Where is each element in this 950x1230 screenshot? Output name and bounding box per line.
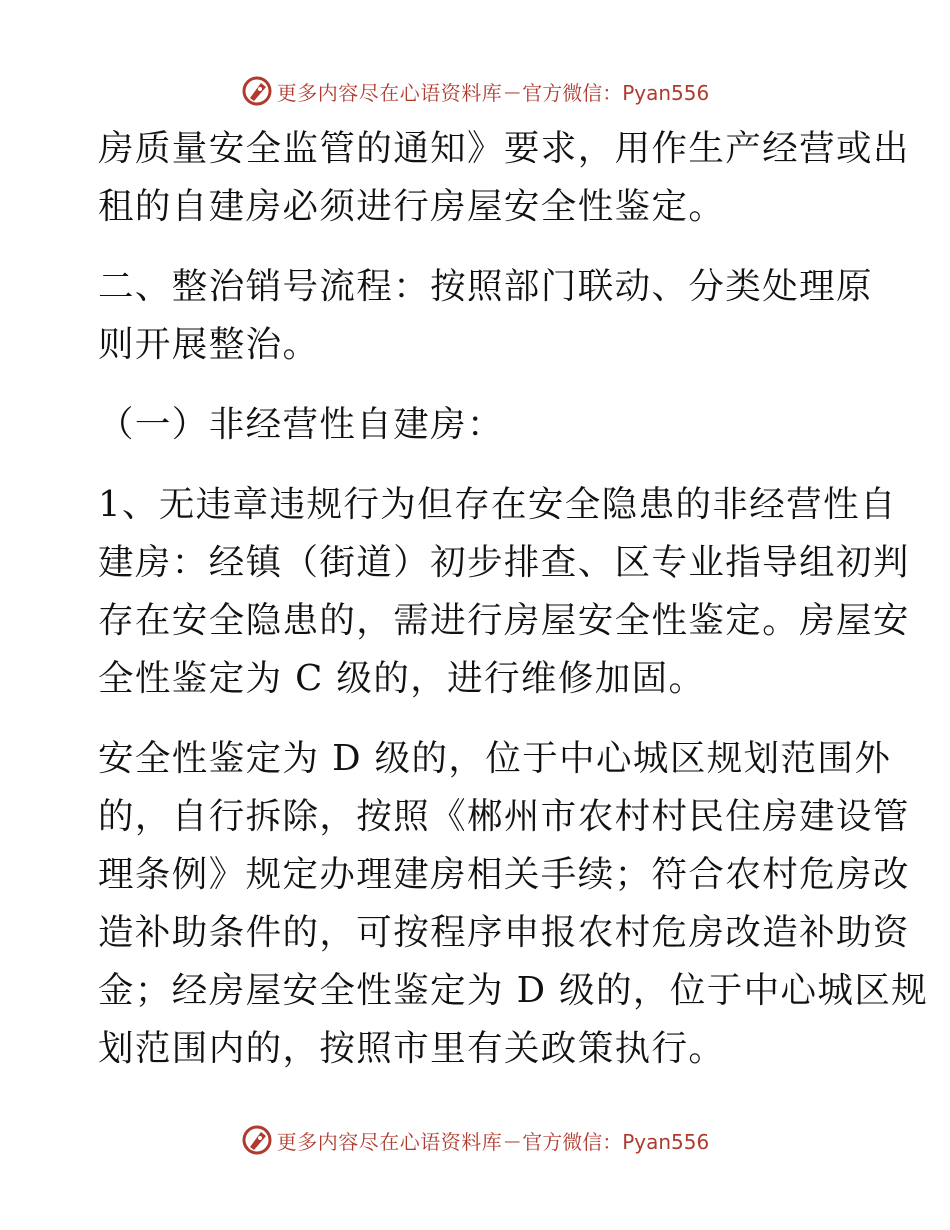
subsection-heading xyxy=(98,396,850,454)
document-body xyxy=(98,120,929,1078)
text-line: 二、整治销号流程：按照部门联动、分类处理原 xyxy=(98,266,873,307)
text-line: 理条例》规定办理建房相关手续；符合农村危房改 xyxy=(98,854,910,895)
text-line: 造补助条件的，可按程序申报农村危房改造补助资 xyxy=(98,912,910,953)
paragraph xyxy=(98,476,910,708)
pen-nib-logo-icon xyxy=(241,1124,273,1156)
watermark-separator: — xyxy=(504,1130,521,1150)
text-line: 划范围内的，按照市里有关政策执行。 xyxy=(98,1028,726,1069)
text-line: 金；经房屋安全性鉴定为 D 级的，位于中心城区规 xyxy=(98,970,929,1011)
watermark-contact: 官方微信：Pyan556 xyxy=(522,1129,710,1154)
header-watermark xyxy=(0,71,950,111)
text-line: （一）非经营性自建房： xyxy=(98,404,504,445)
text-line: 1、无违章违规行为但存在安全隐患的非经营性自 xyxy=(98,484,897,525)
watermark-separator: — xyxy=(504,81,521,101)
text-line: 租的自建房必须进行房屋安全性鉴定。 xyxy=(98,186,726,227)
watermark-text: 更多内容尽在心语资料库 xyxy=(276,1129,503,1154)
pen-nib-logo-icon xyxy=(241,75,273,107)
text-line: 全性鉴定为 C 级的，进行维修加固。 xyxy=(98,658,706,699)
watermark-text: 更多内容尽在心语资料库 xyxy=(276,80,503,105)
footer-watermark xyxy=(0,1120,950,1160)
section-heading xyxy=(98,258,873,374)
paragraph xyxy=(98,120,910,236)
text-line: 房质量安全监管的通知》要求，用作生产经营或出 xyxy=(98,128,910,169)
text-line: 的，自行拆除，按照《郴州市农村村民住房建设管 xyxy=(98,796,910,837)
watermark-contact: 官方微信：Pyan556 xyxy=(522,80,710,105)
text-line: 建房：经镇（街道）初步排查、区专业指导组初判 xyxy=(98,542,910,583)
paragraph xyxy=(98,730,929,1078)
text-line: 存在安全隐患的，需进行房屋安全性鉴定。房屋安 xyxy=(98,600,910,641)
text-line: 则开展整治。 xyxy=(98,324,320,365)
text-line: 安全性鉴定为 D 级的，位于中心城区规划范围外 xyxy=(98,738,892,779)
